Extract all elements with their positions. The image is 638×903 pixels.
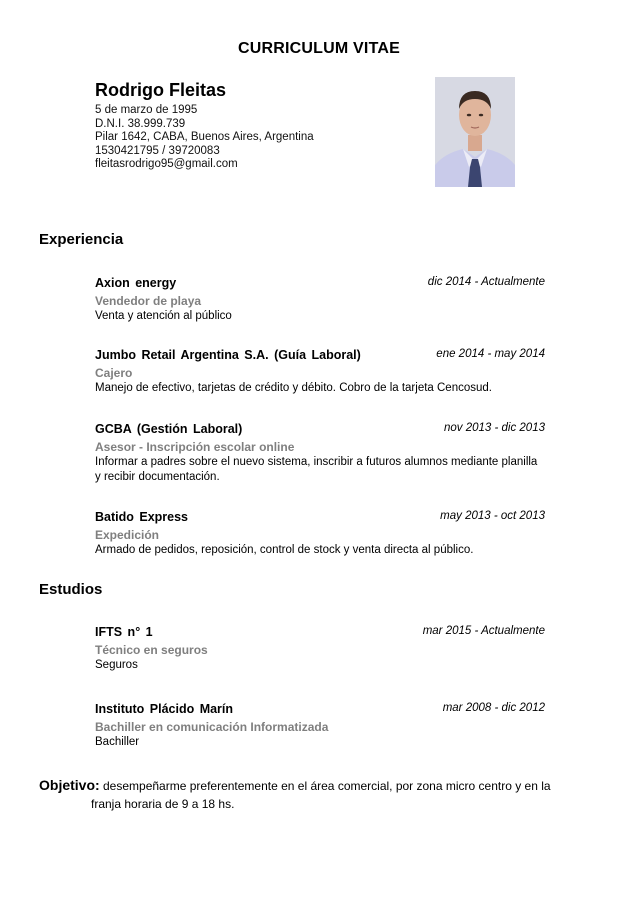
phones: 1530421795 / 39720083: [95, 144, 220, 157]
entry-dates: may 2013 - oct 2013: [440, 510, 545, 522]
objective-text: desempeñarme preferentemente en el área comercial, por zona micro centro y en la: [99, 779, 551, 793]
objective: [39, 776, 599, 813]
person-name: Rodrigo Fleitas: [95, 80, 227, 100]
entry-dates: ene 2014 - may 2014: [436, 348, 545, 360]
entry-description: Informar a padres sobre el nuevo sistema, inscribir a futuros alumnos mediante planilla y recibir documentación.: [95, 456, 538, 483]
entry-institution: IFTS n° 1: [95, 625, 153, 639]
dni: D.N.I. 38.999.739: [95, 117, 186, 130]
education-entry: [95, 625, 545, 673]
entry-role: Vendedor de playa: [95, 294, 202, 308]
entry-description: Armado de pedidos, reposición, control de stock y venta directa al público.: [95, 544, 474, 556]
entry-degree: Bachiller en comunicación Informatizada: [95, 720, 329, 734]
entry-dates: mar 2015 - Actualmente: [422, 625, 545, 637]
entry-company: Jumbo Retail Argentina S.A. (Guía Laboral): [95, 348, 361, 362]
education-entry: [95, 702, 545, 750]
birth-date: 5 de marzo de 1995: [95, 104, 198, 116]
entry-institution: Instituto Plácido Marín: [95, 702, 234, 716]
objective-label: Objetivo:: [39, 777, 100, 793]
education-heading: Estudios: [39, 581, 103, 598]
entry-dates: mar 2008 - dic 2012: [442, 702, 545, 714]
personal-info: [95, 80, 415, 172]
profile-photo: [435, 77, 515, 187]
experience-heading: Experiencia: [39, 231, 124, 248]
entry-description: Venta y atención al público: [95, 310, 232, 322]
entry-description: Manejo de efectivo, tarjetas de crédito y débito. Cobro de la tarjeta Cencosud.: [95, 382, 492, 394]
email: fleitasrodrigo95@gmail.com: [95, 158, 238, 171]
entry-description: Seguros: [95, 659, 138, 671]
entry-dates: dic 2014 - Actualmente: [427, 276, 545, 288]
entry-role: Asesor - Inscripción escolar online: [95, 440, 295, 454]
experience-entry: [95, 348, 545, 396]
entry-role: Expedición: [95, 528, 160, 542]
entry-description: Bachiller: [95, 736, 140, 748]
entry-degree: Técnico en seguros: [95, 643, 208, 657]
experience-entry: [95, 276, 545, 324]
entry-company: GCBA (Gestión Laboral): [95, 422, 243, 436]
entry-dates: nov 2013 - dic 2013: [443, 422, 545, 434]
experience-entry: [95, 510, 545, 558]
document-title: CURRICULUM VITAE: [237, 40, 400, 57]
entry-company: Batido Express: [95, 510, 189, 524]
address: Pilar 1642, CABA, Buenos Aires, Argentina: [95, 131, 314, 144]
experience-entry: [95, 422, 545, 485]
entry-company: Axion energy: [95, 276, 177, 290]
objective-text-continued: franja horaria de 9 a 18 hs.: [91, 797, 235, 811]
entry-role: Cajero: [95, 366, 133, 380]
